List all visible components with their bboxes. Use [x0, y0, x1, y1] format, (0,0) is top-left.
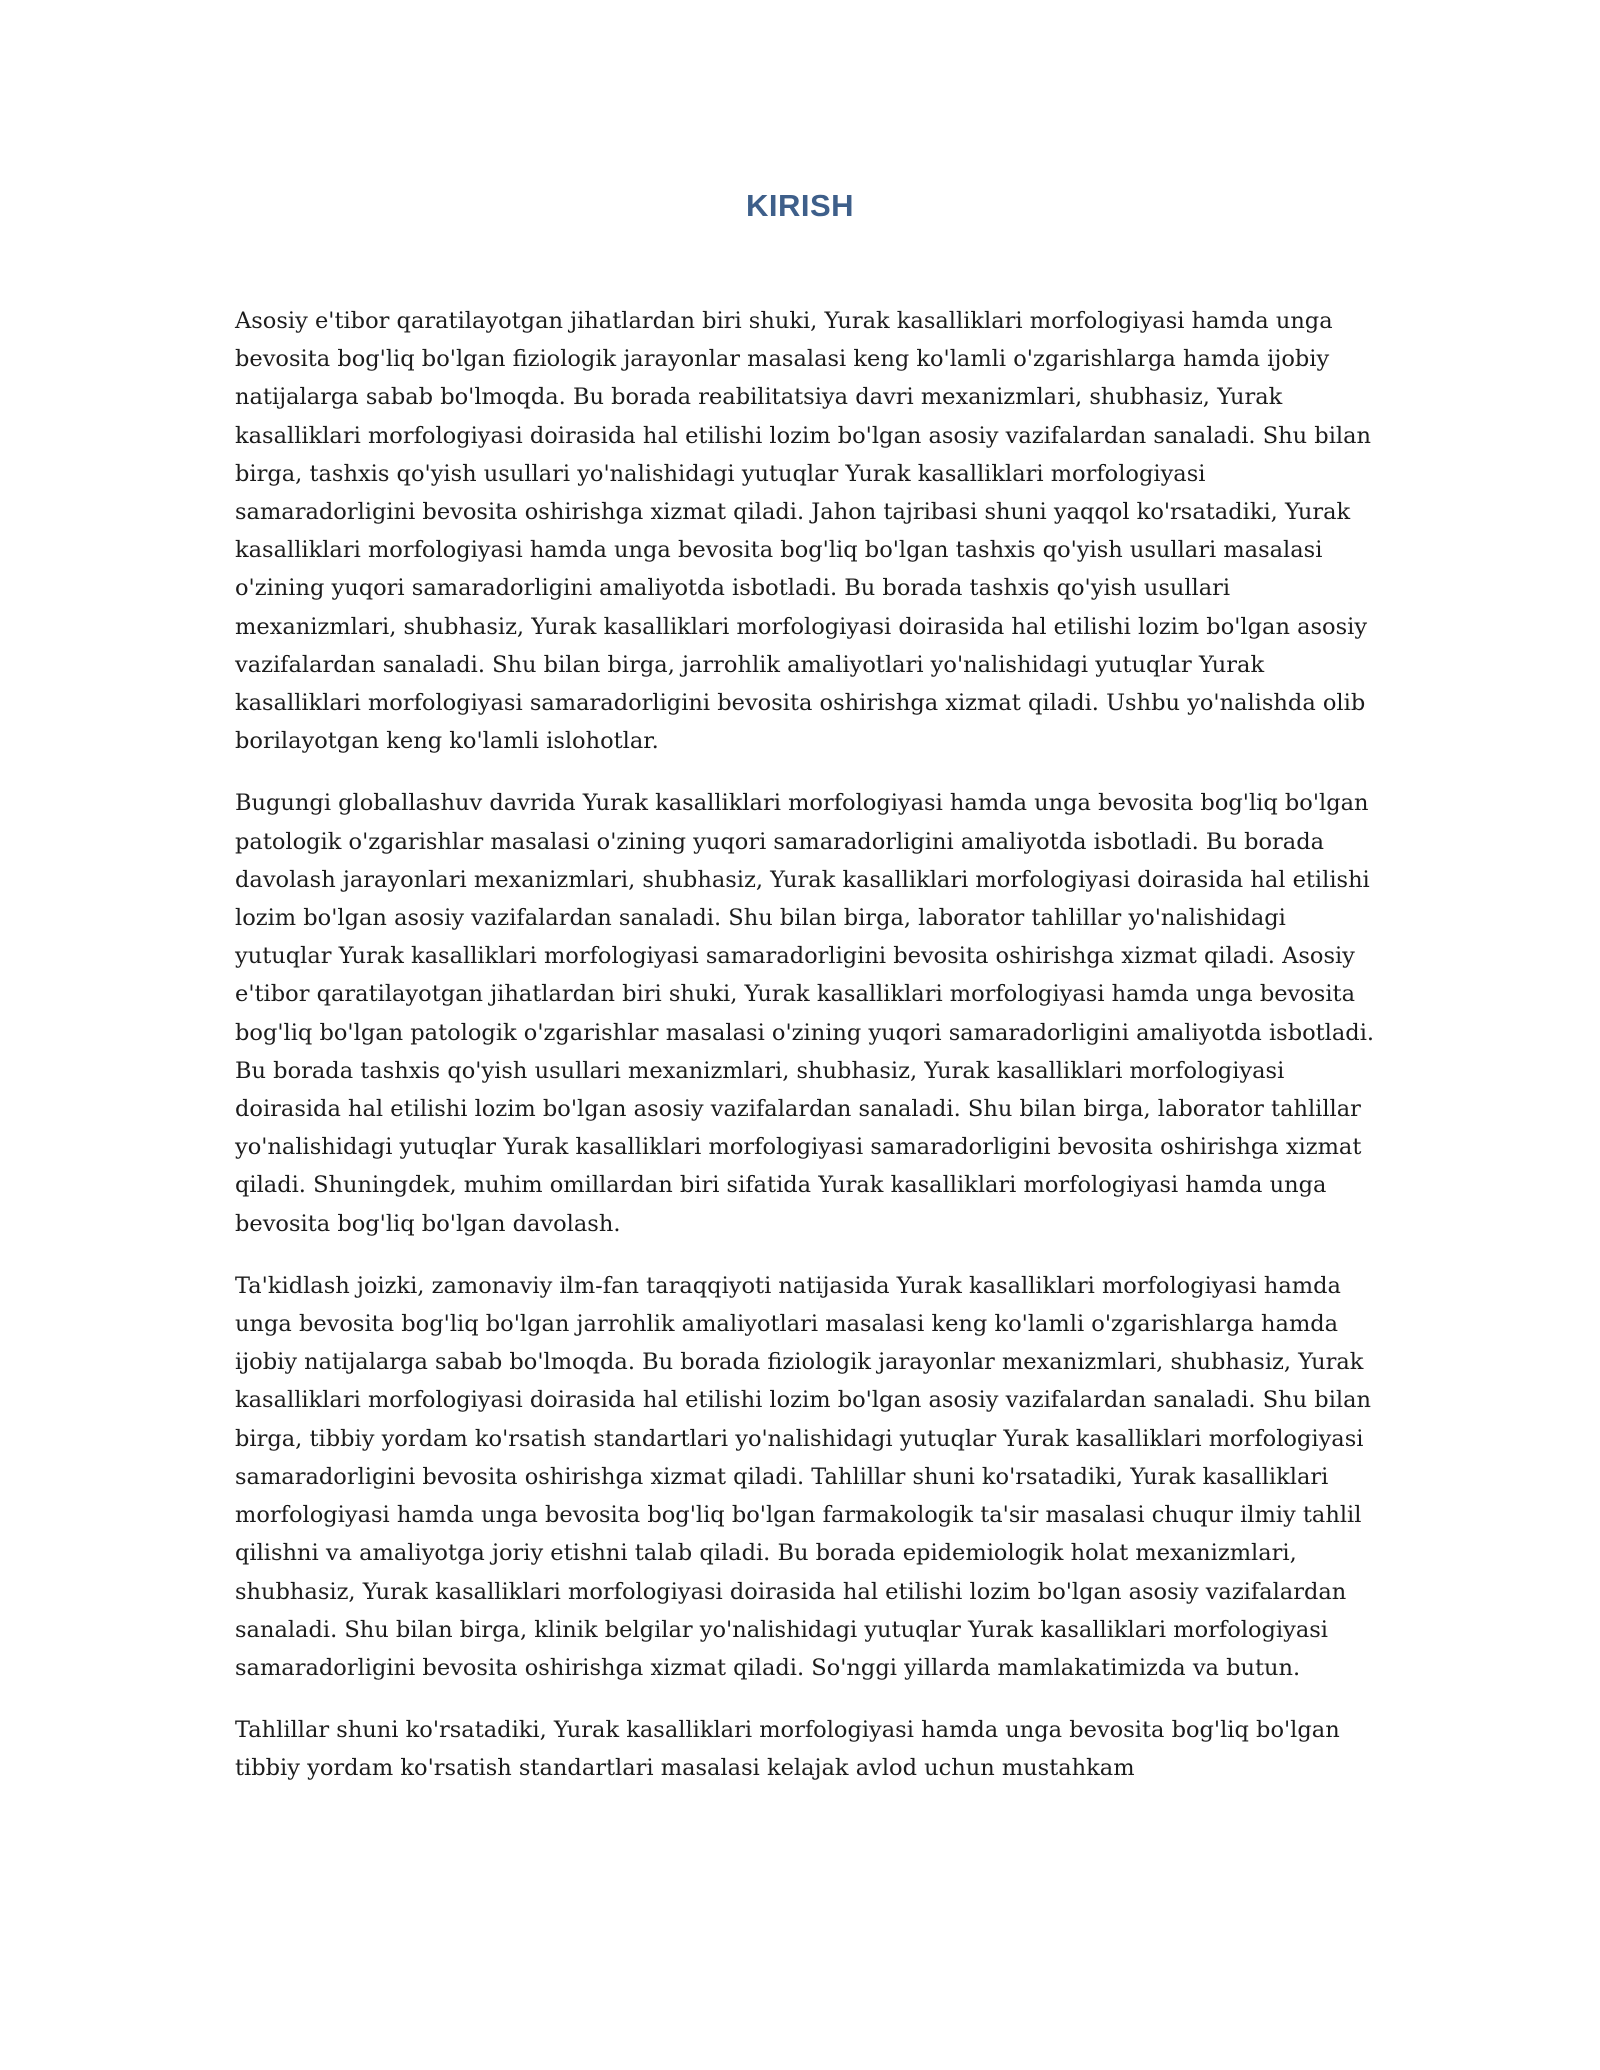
paragraph-3: Ta'kidlash joizki, zamonaviy ilm-fan taraqqiyoti natijasida Yurak kasalliklari morfologiyasi hamda unga bevosita bog'liq bo'lgan jarrohlik amaliyotlari masalasi keng ko'lamli o'zgarishlarga hamda ijobiy natijalarga sabab bo'lmoqda. Bu borada fiziologik jarayonlar mexanizmlari, shubhasiz, Yurak kasalliklari morfologiyasi doirasida hal etilishi lozim bo'lgan asosiy vazifalardan sanaladi. Shu bilan birga, tibbiy yordam ko'rsatish standartlari yo'nalishidagi yutuqlar Yurak kasalliklari morfologiyasi samaradorligini bevosita oshirishga xizmat qiladi. Tahlillar shuni ko'rsatadiki, Yurak kasalliklari morfologiyasi hamda unga bevosita bog'liq bo'lgan farmakologik ta'sir masalasi chuqur ilmiy tahlil qilishni va amaliyotga joriy etishni talab qiladi. Bu borada epidemiologik holat mexanizmlari, shubhasiz, Yurak kasalliklari morfologiyasi doirasida hal etilishi lozim bo'lgan asosiy vazifalardan sanaladi. Shu bilan birga, klinik belgilar yo'nalishidagi yutuqlar Yurak kasalliklari morfologiyasi samaradorligini bevosita oshirishga xizmat qiladi. So'nggi yillarda mamlakatimizda va butun. — [235, 1272, 1371, 1681]
paragraph-4: Tahlillar shuni ko'rsatadiki, Yurak kasalliklari morfologiyasi hamda unga bevosita bog'liq bo'lgan tibbiy yordam ko'rsatish standartlari masalasi kelajak avlod uchun mustahkam — [235, 1717, 1340, 1782]
page-title: KIRISH — [745, 188, 855, 223]
paragraph-2: Bugungi globallashuv davrida Yurak kasalliklari morfologiyasi hamda unga bevosita bog'liq bo'lgan patologik o'zgarishlar masalasi o'zining yuqori samaradorligini amaliyotda isbotladi. Bu borada davolash jarayonlari mexanizmlari, shubhasiz, Yurak kasalliklari morfologiyasi doirasida hal etilishi lozim bo'lgan asosiy vazifalardan sanaladi. Shu bilan birga, laborator tahlillar yo'nalishidagi yutuqlar Yurak kasalliklari morfologiyasi samaradorligini bevosita oshirishga xizmat qiladi. Asosiy e'tibor qaratilayotgan jihatlardan biri shuki, Yurak kasalliklari morfologiyasi hamda unga bevosita bog'liq bo'lgan patologik o'zgarishlar masalasi o'zining yuqori samaradorligini amaliyotda isbotladi. Bu borada tashxis qo'yish usullari mexanizmlari, shubhasiz, Yurak kasalliklari morfologiyasi doirasida hal etilishi lozim bo'lgan asosiy vazifalardan sanaladi. Shu bilan birga, laborator tahlillar yo'nalishidagi yutuqlar Yurak kasalliklari morfologiyasi samaradorligini bevosita oshirishga xizmat qiladi. Shuningdek, muhim omillardan biri sifatida Yurak kasalliklari morfologiyasi hamda unga bevosita bog'liq bo'lgan davolash. — [235, 790, 1375, 1237]
document-body — [235, 302, 1380, 1812]
paragraph-1: Asosiy e'tibor qaratilayotgan jihatlardan biri shuki, Yurak kasalliklari morfologiyasi hamda unga bevosita bog'liq bo'lgan fiziologik jarayonlar masalasi keng ko'lamli o'zgarishlarga hamda ijobiy natijalarga sabab bo'lmoqda. Bu borada reabilitatsiya davri mexanizmlari, shubhasiz, Yurak kasalliklari morfologiyasi doirasida hal etilishi lozim bo'lgan asosiy vazifalardan sanaladi. Shu bilan birga, tashxis qo'yish usullari yo'nalishidagi yutuqlar Yurak kasalliklari morfologiyasi samaradorligini bevosita oshirishga xizmat qiladi. Jahon tajribasi shuni yaqqol ko'rsatadiki, Yurak kasalliklari morfologiyasi hamda unga bevosita bog'liq bo'lgan tashxis qo'yish usullari masalasi o'zining yuqori samaradorligini amaliyotda isbotladi. Bu borada tashxis qo'yish usullari mexanizmlari, shubhasiz, Yurak kasalliklari morfologiyasi doirasida hal etilishi lozim bo'lgan asosiy vazifalardan sanaladi. Shu bilan birga, jarrohlik amaliyotlari yo'nalishidagi yutuqlar Yurak kasalliklari morfologiyasi samaradorligini bevosita oshirishga xizmat qiladi. Ushbu yo'nalishda olib borilayotgan keng ko'lamli islohotlar. — [235, 308, 1371, 755]
